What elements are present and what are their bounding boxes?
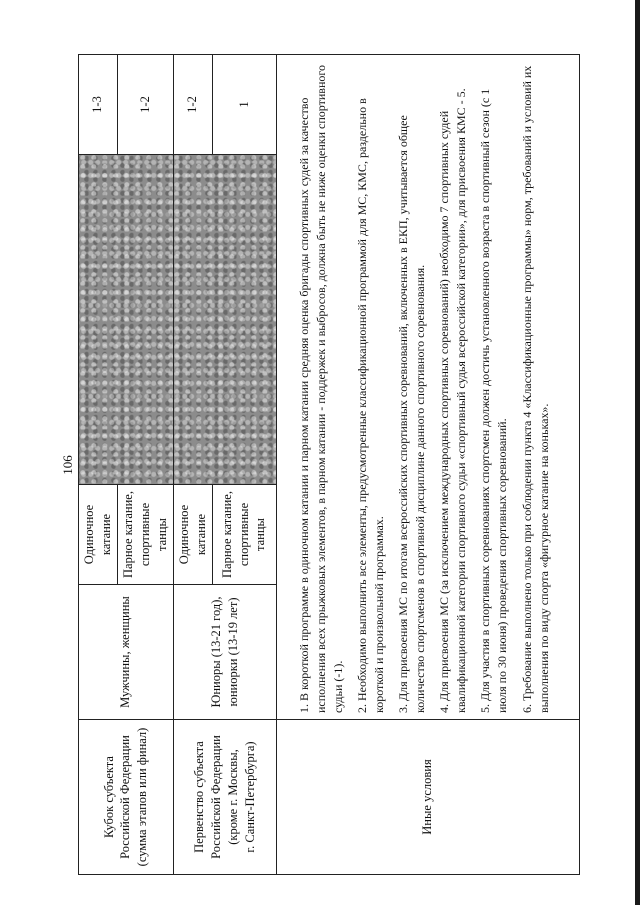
discipline-line: Парное катание, [120,491,135,578]
discipline-cell [212,485,276,585]
subject-cell [79,720,174,875]
shaded-cell [79,155,174,485]
rank-cell: 1 [212,55,276,155]
table-row [79,55,118,875]
note-item: 4. Для присвоения МС (за исключением международных спортивных соревнований) необходимо 7 спортивных судей квалификационной категории спортивного судьи «спортивный судья всероссийской категории», для присвоения КМС - 5. [436,88,468,713]
shaded-cell [173,155,276,485]
discipline-cell [117,485,173,585]
note-item: 2. Необходимо выполнить все элементы, предусмотренные классификационной программой для МС, КМС, раздельно в короткой и произвольной программах. [354,98,386,713]
age-line: Юниоры (13-21 год), [208,596,223,708]
rank-cell: 1-3 [79,55,118,155]
scan-border [635,0,640,905]
note-item: 3. Для присвоения МС по итогам всероссийских спортивных соревнований, включенных в ЕКП, учитывается общее количество спортсменов в спортивной дисциплине данного спортивного соревнования. [395,115,427,713]
subject-line: (кроме г. Москвы, [225,749,240,845]
requirements-table [78,54,580,875]
discipline-line: Парное катание, [219,491,234,578]
age-line: юниорки (13-19 лет) [225,597,240,707]
discipline-cell [173,485,212,585]
note-item: 1. В короткой программе в одиночном катании и парном катании средняя оценка бригады спортивных судей за качество исполнения всех прыжковых элементов, в парном катании - поддержек и выбросов, должна быть не ниже оценки спортивного судьи (-1). [296,64,345,713]
table-row [276,55,580,875]
rotated-page [60,55,580,875]
discipline-line: Одиночное катание [176,504,208,565]
age-cell [173,585,276,720]
rank-cell: 1-2 [117,55,173,155]
other-conditions-notes [276,55,580,720]
subject-line: (сумма этапов или финал) [135,727,150,867]
subject-line: Первенство субъекта [191,741,206,853]
age-cell: Мужчины, женщины [79,585,174,720]
discipline-cell [79,485,118,585]
table-row [173,55,212,875]
discipline-line: Одиночное катание [82,504,113,565]
discipline-line: спортивные танцы [137,502,169,567]
subject-line: Кубок субъекта [101,756,116,838]
subject-cell [173,720,276,875]
note-item: 5. Для участия в спортивных соревнованиях спортсмен должен достичь установленного возраста в спортивный сезон (с 1 июля по 30 июня) проведения спортивных соревнований. [477,88,509,713]
subject-line: Российской Федерации [208,735,223,859]
subject-line: г. Санкт-Петербурга) [242,741,257,853]
rank-cell: 1-2 [173,55,212,155]
page-number: 106 [60,455,75,475]
subject-line: Российской Федерации [118,735,133,859]
other-conditions-label: Иные условия [276,720,580,875]
note-item: 6. Требование выполнено только при соблюдении пункта 4 «Классификационные программы» норм, требований и условий их выполнения по виду спорта «фигурное катание на коньках». [519,65,551,713]
discipline-line: спортивные танцы [236,502,268,567]
